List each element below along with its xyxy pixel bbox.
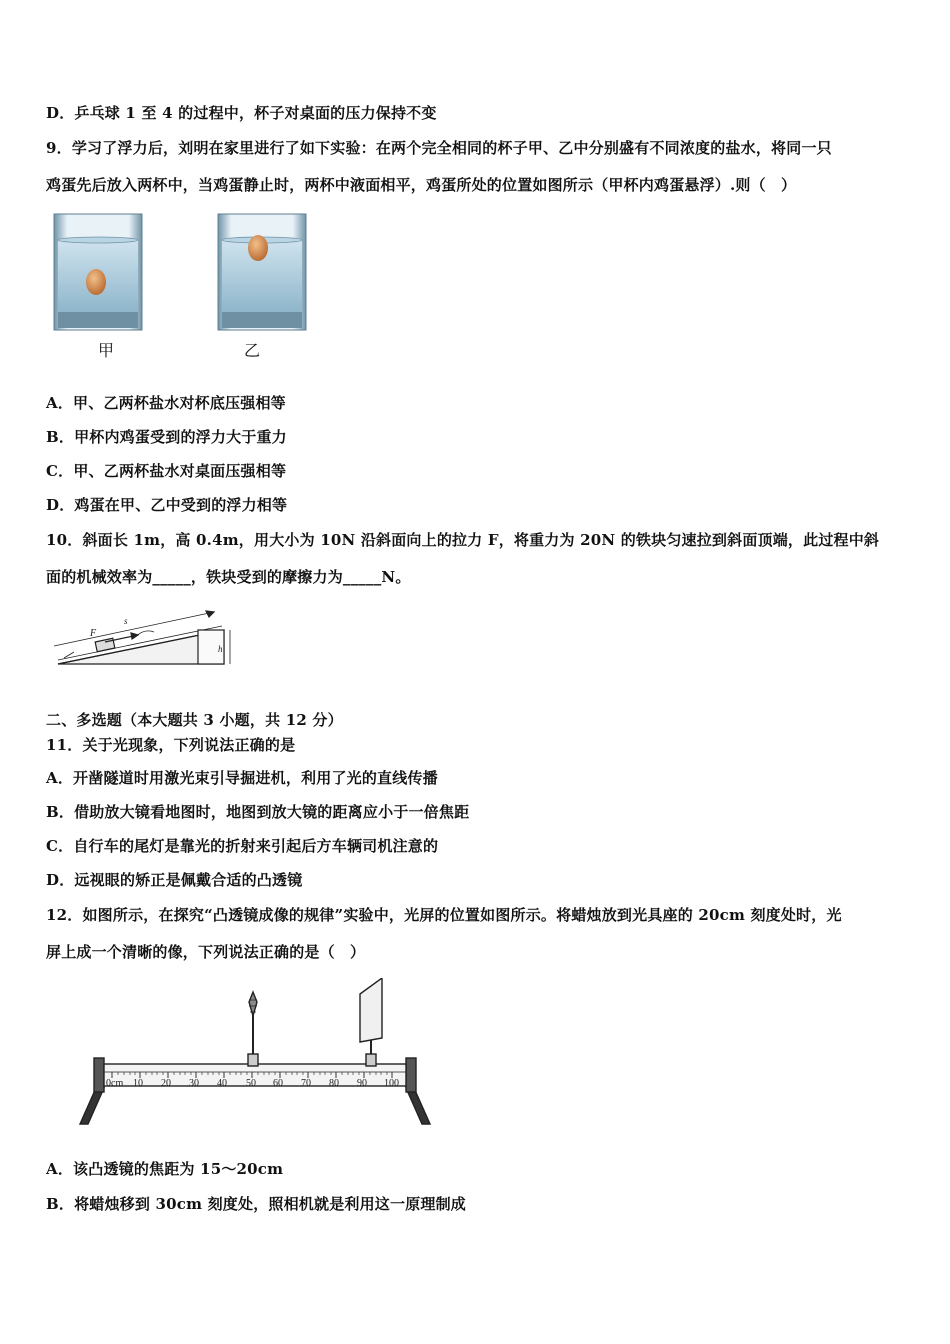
incline-height-label: h <box>218 644 223 654</box>
ruler-tick-60: 60 <box>273 1078 283 1089</box>
ruler-unit-label: 0cm <box>106 1078 124 1089</box>
q12-stem-line-1: 12．如图所示，在探究“凸透镜成像的规律”实验中，光屏的位置如图所示。将蜡烛放到光具座的 20cm 刻度处时，光 <box>46 906 842 924</box>
q9-stem-line-2: 鸡蛋先后放入两杯中，当鸡蛋静止时，两杯中液面相平，鸡蛋所处的位置如图所示（甲杯内鸡蛋悬浮）.则（ ） <box>46 176 797 194</box>
ruler-tick-70: 70 <box>301 1078 311 1089</box>
cup-right <box>218 214 306 330</box>
q12-option-b: B．将蜡烛移到 30cm 刻度处，照相机就是利用这一原理制成 <box>46 1195 467 1213</box>
cup-left-label: 甲 <box>98 341 115 360</box>
ruler-tick-100: 100 <box>384 1078 399 1089</box>
ruler-tick-10: 10 <box>133 1078 143 1089</box>
egg-cups-figure <box>52 212 312 334</box>
q11-option-c: C．自行车的尾灯是靠光的折射来引起后方车辆司机注意的 <box>46 837 439 855</box>
incline-force-label: F <box>90 628 97 639</box>
q11-option-b: B．借助放大镜看地图时，地图到放大镜的距离应小于一倍焦距 <box>46 803 470 821</box>
q12-stem-line-2: 屏上成一个清晰的像，下列说法正确的是（ ） <box>46 943 366 961</box>
optical-bench-figure <box>76 978 436 1130</box>
q8-option-d: D．乒乓球 1 至 4 的过程中，杯子对桌面的压力保持不变 <box>46 104 437 122</box>
ruler-tick-20: 20 <box>161 1078 171 1089</box>
q11-option-a: A．开凿隧道时用激光束引导掘进机，利用了光的直线传播 <box>46 769 438 787</box>
q10-stem-line-2: 面的机械效率为_____，铁块受到的摩擦力为_____N。 <box>46 568 411 586</box>
egg-left <box>86 269 106 295</box>
incline-length-label: s <box>124 616 128 626</box>
q9-option-a: A．甲、乙两杯盐水对杯底压强相等 <box>46 394 286 412</box>
ruler-tick-30: 30 <box>189 1078 199 1089</box>
q10-stem-line-1: 10．斜面长 1m，高 0.4m，用大小为 10N 沿斜面向上的拉力 F，将重力为 20N 的铁块匀速拉到斜面顶端，此过程中斜 <box>46 531 880 549</box>
q11-stem: 11．关于光现象，下列说法正确的是 <box>46 736 296 754</box>
section-heading-multi-choice: 二、多选题（本大题共 3 小题，共 12 分） <box>46 711 343 729</box>
cup-left <box>54 214 142 330</box>
incline-figure <box>46 600 236 672</box>
q12-option-a: A．该凸透镜的焦距为 15～20cm <box>46 1160 284 1178</box>
q9-option-c: C．甲、乙两杯盐水对桌面压强相等 <box>46 462 287 480</box>
q9-option-b: B．甲杯内鸡蛋受到的浮力大于重力 <box>46 428 287 446</box>
ruler-tick-90: 90 <box>357 1078 367 1089</box>
egg-right <box>248 235 268 261</box>
q9-stem-line-1: 9．学习了浮力后，刘明在家里进行了如下实验：在两个完全相同的杯子甲、乙中分别盛有不同浓度的盐水，将同一只 <box>46 139 832 157</box>
cup-right-label: 乙 <box>244 341 261 360</box>
ruler-tick-80: 80 <box>329 1078 339 1089</box>
ruler-tick-50: 50 <box>246 1078 256 1089</box>
q11-option-d: D．远视眼的矫正是佩戴合适的凸透镜 <box>46 871 303 889</box>
ruler-tick-40: 40 <box>217 1078 227 1089</box>
q9-option-d: D．鸡蛋在甲、乙中受到的浮力相等 <box>46 496 288 514</box>
